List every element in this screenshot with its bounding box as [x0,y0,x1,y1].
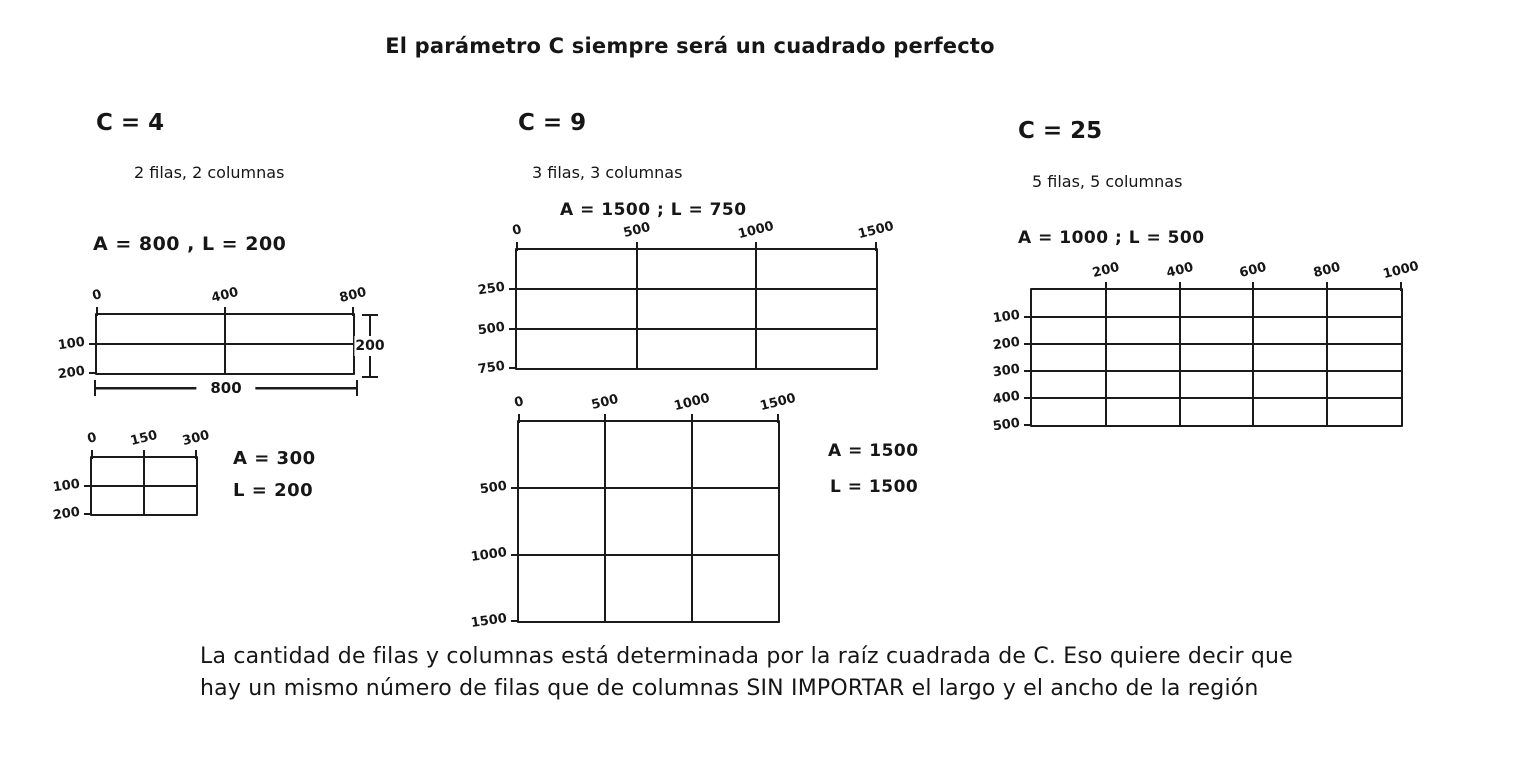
x-tick-label: 1500 [856,218,896,243]
grid-line-horizontal [97,343,353,345]
footer-explanation-line2: hay un mismo número de filas que de columnas SIN IMPORTAR el largo y el ancho de la región [200,676,1259,701]
y-tick-label: 500 [478,478,508,498]
x-tick-label: 1000 [736,218,776,243]
grid-c4-main [56,284,368,383]
y-tick-label: 200 [991,334,1021,354]
x-tick-mark [777,414,779,423]
y-tick-label: 400 [991,388,1021,408]
y-tick-mark [509,367,517,369]
y-tick-label: 200 [51,504,81,524]
grid-line-vertical [691,422,693,621]
x-tick-label: 1000 [672,390,712,415]
y-tick-mark [89,343,97,345]
grid-line-horizontal [1032,343,1401,345]
section-c4-subheading: 2 filas, 2 columnas [134,163,285,182]
grid-line-horizontal [1032,316,1401,318]
grid-line-vertical [1105,290,1107,425]
height-dimension-bracket [355,314,385,378]
x-tick-label: 800 [1312,259,1343,282]
x-tick-mark [143,450,145,459]
grid-line-horizontal [519,554,778,556]
y-tick-label: 500 [991,415,1021,435]
width-dimension-bracket [94,380,358,396]
y-tick-mark [1024,343,1032,345]
y-tick-mark [1024,424,1032,426]
y-tick-label: 100 [51,476,81,496]
x-tick-mark [516,242,518,251]
x-tick-mark [636,242,638,251]
y-tick-mark [1024,316,1032,318]
x-tick-label: 800 [338,284,368,307]
x-tick-label: 400 [1164,259,1195,282]
grid-line-horizontal [517,288,876,290]
y-tick-label: 1000 [469,544,508,565]
x-tick-mark [96,307,98,316]
y-tick-label: 100 [991,307,1021,327]
x-tick-mark [224,307,226,316]
grid-line-vertical [755,250,757,368]
grid-c9-square [469,390,798,631]
y-tick-mark [1024,397,1032,399]
section-c25-subheading: 5 filas, 5 columnas [1032,172,1183,191]
y-tick-label: 750 [476,358,506,378]
grid-line-horizontal [1032,370,1401,372]
grid-c4-small [51,427,211,524]
x-tick-label: 0 [85,430,99,447]
grid-line-horizontal [1032,397,1401,399]
section-c25-heading: C = 25 [1018,118,1103,144]
width-dimension-label: 800 [196,379,255,397]
y-tick-label: 500 [476,319,506,338]
height-dimension-label: 200 [355,338,385,354]
page-title: El parámetro C siempre será un cuadrado perfecto [385,34,995,58]
x-tick-mark [352,307,354,316]
y-tick-mark [511,554,519,556]
y-tick-mark [511,620,519,622]
y-tick-mark [84,485,92,487]
section-c4-params: A = 800 , L = 200 [93,233,287,255]
x-tick-label: 0 [512,394,526,411]
x-tick-mark [755,242,757,251]
footer-explanation-line1: La cantidad de filas y columnas está determinada por la raíz cuadrada de C. Eso quiere decir que [200,644,1293,669]
y-tick-mark [84,513,92,515]
y-tick-mark [511,487,519,489]
x-tick-label: 1500 [758,390,798,415]
y-tick-mark [1024,370,1032,372]
y-tick-label: 1500 [469,611,508,631]
x-tick-label: 1000 [1381,258,1421,283]
grid-c9-square-length-label: L = 1500 [830,477,919,497]
y-tick-label: 100 [56,334,86,354]
grid-line-vertical [604,422,606,621]
grid-c4-small-length-label: L = 200 [233,480,314,501]
grid-line-vertical [1326,290,1328,425]
grid-line-horizontal [519,487,778,489]
x-tick-label: 400 [210,284,240,307]
grid-line-vertical [636,250,638,368]
grid-line-horizontal [92,485,196,487]
section-c9-heading: C = 9 [518,110,587,136]
grid-line-vertical [1179,290,1181,425]
x-tick-mark [195,450,197,459]
x-tick-mark [875,242,877,251]
x-tick-label: 500 [590,391,621,414]
x-tick-mark [518,414,520,423]
y-tick-label: 300 [991,361,1021,381]
y-tick-mark [509,288,517,290]
grid-c9-square-area-label: A = 1500 [828,441,919,461]
x-tick-label: 0 [510,222,524,239]
x-tick-mark [1326,282,1328,291]
grid-line-vertical [1252,290,1254,425]
x-tick-mark [1252,282,1254,291]
x-tick-mark [604,414,606,423]
grid-c9-wide [476,218,896,378]
x-tick-label: 300 [181,427,211,450]
x-tick-label: 600 [1238,259,1269,282]
section-c4-heading: C = 4 [96,110,165,136]
x-tick-label: 200 [1090,259,1121,282]
x-tick-label: 500 [621,219,652,242]
x-tick-mark [1179,282,1181,291]
grid-line-horizontal [517,328,876,330]
section-c25-params: A = 1000 ; L = 500 [1018,228,1205,248]
y-tick-label: 250 [476,280,506,299]
grid-c4-small-area-label: A = 300 [233,448,316,469]
y-tick-mark [89,372,97,374]
grid-c25-main [991,258,1421,435]
x-tick-mark [1105,282,1107,291]
y-tick-label: 200 [56,363,86,383]
x-tick-mark [91,450,93,459]
x-tick-label: 150 [129,427,159,450]
section-c9-subheading: 3 filas, 3 columnas [532,163,683,182]
x-tick-mark [691,414,693,423]
y-tick-mark [509,328,517,330]
x-tick-mark [1400,282,1402,291]
x-tick-label: 0 [90,287,104,304]
section-c9-params: A = 1500 ; L = 750 [560,200,747,220]
